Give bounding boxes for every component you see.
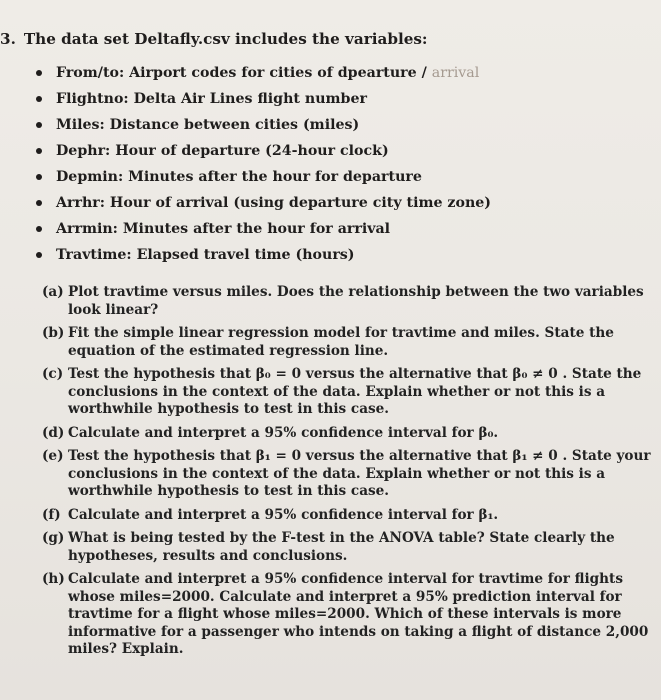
question-part [42, 448, 651, 501]
variable-item: Arrhr: Hour of arrival (using departure city time zone) [34, 190, 651, 216]
variable-item: Arrmin: Minutes after the hour for arrival [34, 216, 651, 242]
part-text: Plot travtime versus miles. Does the relationship between the two variables look linear? [68, 284, 644, 318]
variable-item: Travtime: Elapsed travel time (hours) [34, 242, 651, 268]
question-header [0, 30, 651, 48]
question-part [42, 366, 651, 419]
question-number: 3. [0, 30, 16, 48]
part-label: (b) [42, 325, 65, 341]
part-label: (h) [42, 571, 65, 587]
variable-item: Depmin: Minutes after the hour for departure [34, 164, 651, 190]
part-text: Calculate and interpret a 95% confidence interval for β₀. [68, 424, 499, 441]
part-label: (d) [42, 424, 65, 441]
part-text: Fit the simple linear regression model for travtime and miles. State the equation of the estimated regression line. [68, 325, 614, 359]
part-label: (f) [42, 506, 61, 523]
question-parts [0, 284, 651, 659]
question-part [42, 571, 651, 659]
variable-item: From/to: Airport codes for cities of dpearture / arrival [34, 60, 651, 86]
part-label: (g) [42, 530, 65, 546]
variable-item: Miles: Distance between cities (miles) [34, 112, 651, 138]
part-label: (a) [42, 284, 64, 300]
part-text: Calculate and interpret a 95% confidence interval for β₁. [68, 506, 499, 523]
part-label: (e) [42, 448, 64, 464]
variable-item: Flightno: Delta Air Lines flight number [34, 86, 651, 112]
question-title: The data set Deltafly.csv includes the variables: [23, 30, 428, 48]
part-text: Test the hypothesis that β₀ = 0 versus the alternative that β₀ ≠ 0 . State the conclusions in the context of the data. Explain whether or not this is a worthwhile hypothesis to test in this case. [68, 366, 642, 417]
question-part [42, 507, 651, 525]
part-text: Calculate and interpret a 95% confidence interval for travtime for flights whose miles=2000. Calculate and interpret a 95% prediction interval for travtime for a flight whose miles=2000. Which of these intervals is more informative for a passenger who intends on taking a flight of distance 2,000 miles? Explain. [68, 571, 649, 657]
part-text: What is being tested by the F-test in the ANOVA table? State clearly the hypotheses, results and conclusions. [68, 530, 615, 564]
variable-item: Dephr: Hour of departure (24-hour clock) [34, 138, 651, 164]
question-part [42, 325, 651, 360]
question-part [42, 284, 651, 319]
variable-list [0, 60, 651, 268]
part-text: Test the hypothesis that β₁ = 0 versus the alternative that β₁ ≠ 0 . State your conclusions in the context of the data. Explain whether or not this is a worthwhile hypothesis to test in this case. [68, 448, 651, 499]
part-label: (c) [42, 366, 64, 382]
question-part [42, 425, 651, 443]
question-part [42, 530, 651, 565]
